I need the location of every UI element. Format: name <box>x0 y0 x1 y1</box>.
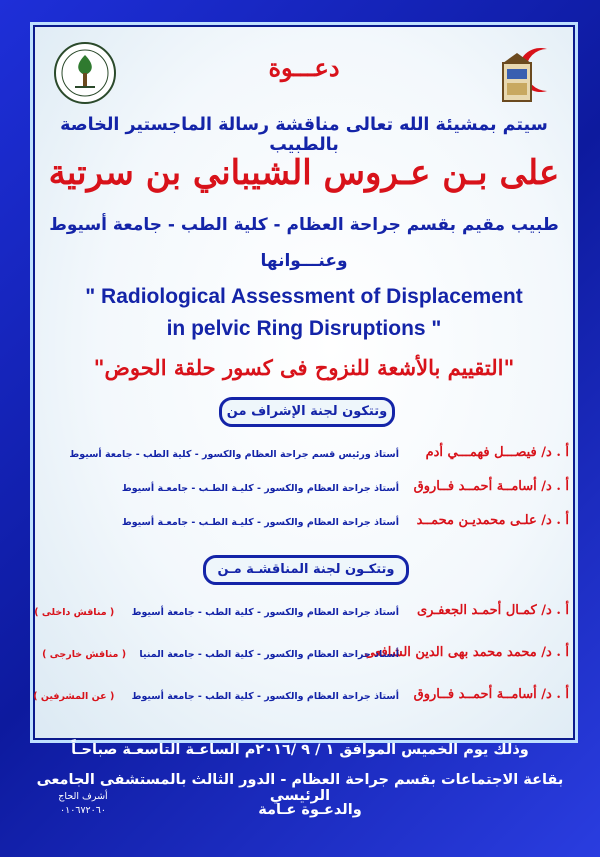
member-description <box>34 607 399 618</box>
member-name: أ . د/ كمـال أحمـد الجعفـرى <box>417 603 569 618</box>
member-role: ( مناقش داخلى ) <box>34 607 115 618</box>
event-location: بقاعة الاجتماعات بقسم جراحة العظام - الدور الثالث بالمستشفى الجامعى الرئيسي <box>36 772 564 804</box>
public-invitation-note: والدعـوة عـامة <box>258 802 362 818</box>
designer-signature <box>28 790 138 818</box>
examiner-row <box>34 603 569 625</box>
poster-panel <box>30 22 578 743</box>
member-description: أستاذ ورئيس قسم جراحة العظام والكسور - كلية الطب - جامعة أسيوط <box>69 449 399 460</box>
member-desc-text: أستاذ جراحة العظام والكسور - كلية الطب - جامعة المنيا <box>139 649 399 660</box>
supervision-heading: وتتكون لجنة الإشراف من <box>219 397 395 427</box>
thesis-arabic-title: "التقييم بالأشعة للنزوح فى كسور حلقة الحوض" <box>93 355 515 380</box>
member-description: أستاذ جراحة العظام والكسور - كليـة الطـب - جامعـة أسيوط <box>121 517 399 528</box>
member-role: ( عن المشرفين ) <box>33 691 115 702</box>
examiner-row <box>39 645 569 667</box>
thesis-english-line2: in pelvic Ring Disruptions " <box>166 317 442 340</box>
member-desc-text: أستاذ جراحة العظام والكسور - كلية الطب - جامعة أسيوط <box>131 691 399 702</box>
intro-text: سيتم بمشيئة الله تعالى مناقشة رسالة الماجستير الخاصة بالطبيب <box>60 115 548 155</box>
member-name: أ . د/ أسامــة أحمــد فــاروق <box>413 687 569 702</box>
examiner-row <box>33 687 569 709</box>
member-role: ( مناقش خارجى ) <box>42 649 127 660</box>
supervisor-row <box>39 513 569 535</box>
supervisor-row <box>39 445 569 467</box>
designer-phone: ٠١٠٦٧٢٠٦٠ <box>60 805 106 816</box>
designer-name: أشرف الحاج <box>58 791 108 802</box>
member-name: أ . د/ علـى محمديـن محمــد <box>416 513 569 528</box>
member-name: أ . د/ فيصـــل فهمـــي أدم <box>425 445 569 460</box>
member-description: أستاذ جراحة العظام والكسور - كليـة الطـب - جامعـة أسيوط <box>121 483 399 494</box>
event-date-time: وذلك يوم الخميس الموافق ١ / ٩ /٢٠١٦م الساعـة التاسعـة صباحـاً <box>71 742 529 758</box>
member-name: أ . د/ محمد محمد بهى الدين الشافعى <box>364 645 569 660</box>
candidate-name: على بـن عـروس الشيباني بن سرتية <box>48 153 560 193</box>
examination-heading: وتتكـون لجنة المناقشـة مـن <box>203 555 409 585</box>
member-desc-text: أستاذ جراحة العظام والكسور - كلية الطب - جامعة أسيوط <box>131 607 399 618</box>
thesis-intro: وعنـــوانها <box>260 251 348 271</box>
thesis-english-line1: " Radiological Assessment of Displacement <box>85 285 523 308</box>
member-description <box>42 649 399 660</box>
member-name: أ . د/ أسامــة أحمــد فــاروق <box>413 479 569 494</box>
invitation-title: دعـــوة <box>268 53 340 82</box>
supervisor-row <box>39 479 569 501</box>
candidate-position: طبيب مقيم بقسم جراحة العظام - كلية الطب - جامعة أسيوط <box>49 215 559 235</box>
member-description <box>33 691 399 702</box>
